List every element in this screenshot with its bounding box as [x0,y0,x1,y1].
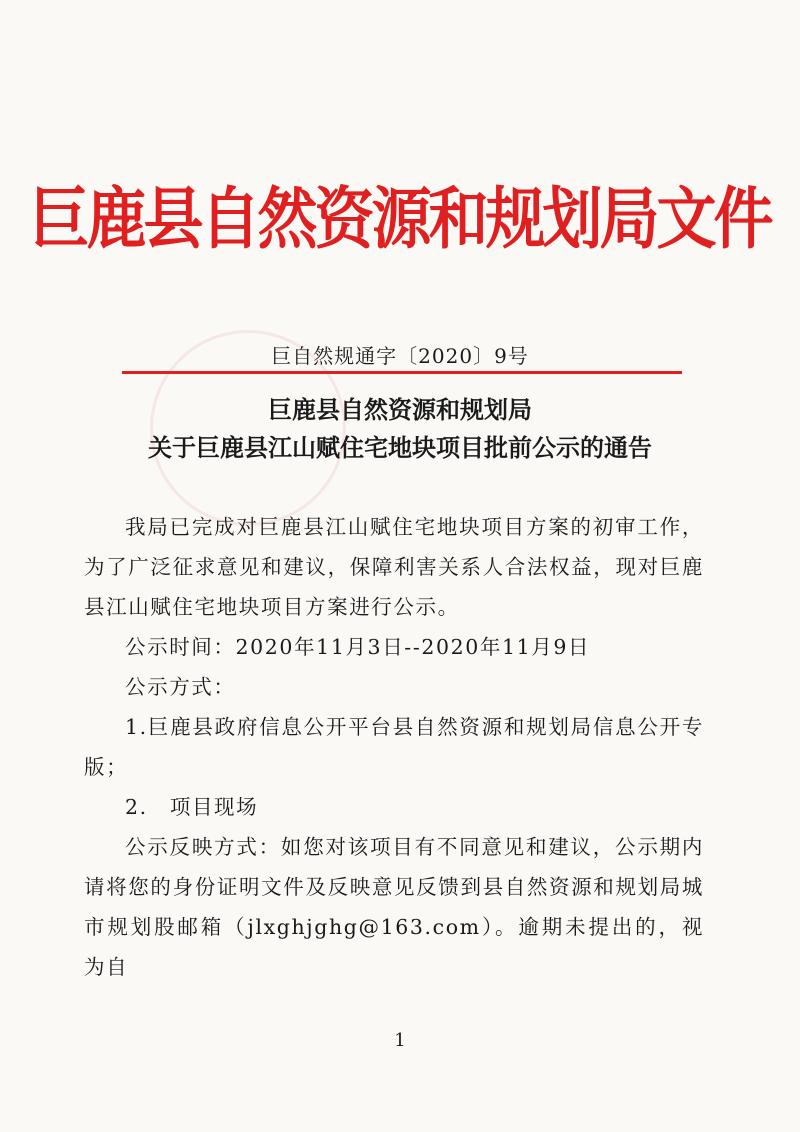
paragraph-period: 公示时间：2020年11月3日--2020年11月9日 [125,635,591,659]
paragraph-feedback: 公示反映方式：如您对该项目有不同意见和建议，公示期内请将您的身份证明文件及反映意见反馈到县自然资源和规划局城市规划股邮箱（jlxghjghg@163.com）。逾期未提出的，视为自 [84,835,704,979]
paragraph-method-heading: 公示方式： [125,675,236,699]
masthead-title: 巨鹿县自然资源和规划局文件 [29,180,771,259]
notice-title-line-1: 巨鹿县自然资源和规划局 [268,396,532,424]
paragraph-intro: 我局已完成对巨鹿县江山赋住宅地块项目方案的初审工作，为了广泛征求意见和建议，保障利害关系人合法权益，现对巨鹿县江山赋住宅地块项目方案进行公示。 [84,515,704,619]
paragraph-method-2: 2. 项目现场 [125,795,259,819]
notice-body [84,507,704,987]
document-number: 巨自然规通字〔2020〕9号 [271,344,529,368]
page-number: 1 [394,1030,406,1051]
paragraph-method-1: 1.巨鹿县政府信息公开平台县自然资源和规划局信息公开专版； [84,715,704,779]
notice-title-line-2: 关于巨鹿县江山赋住宅地块项目批前公示的通告 [148,434,652,462]
red-divider-line [122,371,682,374]
